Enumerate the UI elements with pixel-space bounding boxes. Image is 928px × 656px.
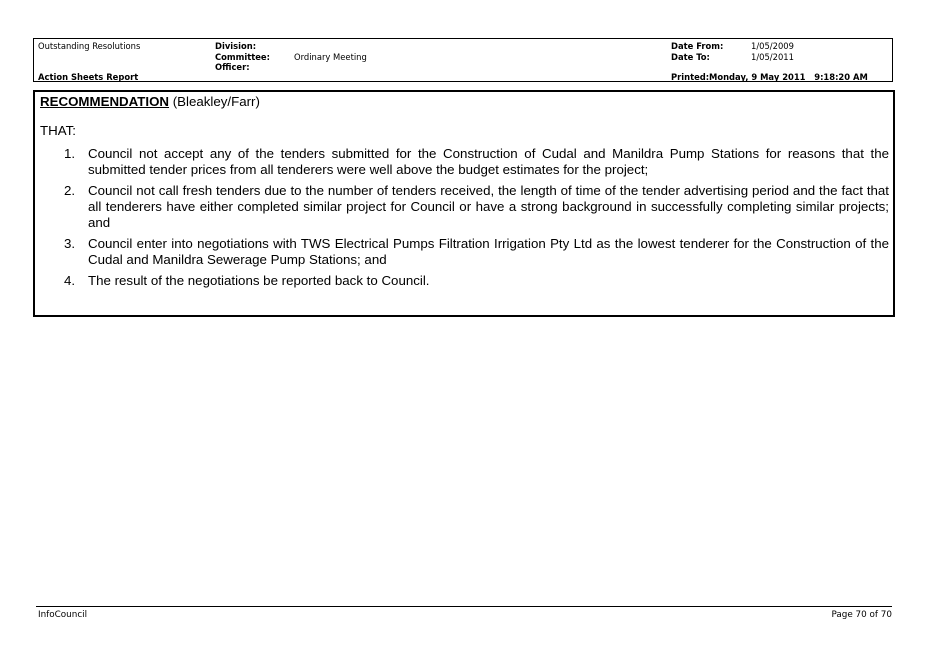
date-from-label: Date From: (671, 41, 724, 51)
item-text: Council not call fresh tenders due to the number of tenders received, the length of time of the tender advertising period and the fact that all tenderers have either completed similar project for Council or have a strong background in successfully completing similar projects; and (88, 183, 889, 230)
recommendation-box (33, 90, 895, 317)
item-text: Council not accept any of the tenders submitted for the Construction of Cudal and Manildra Pump Stations for reasons that the submitted tender prices from all tenderers were well above the budget estimates for the project; (88, 146, 889, 177)
recommendation-heading (40, 94, 260, 110)
footer-system: InfoCouncil (38, 610, 88, 620)
item-number: 3. (64, 236, 76, 251)
list-item (40, 273, 889, 289)
printed-value: Monday, 9 May 2011 9:18:20 AM (709, 72, 868, 82)
date-to-label: Date To: (671, 52, 710, 62)
recommendation-list (40, 146, 889, 294)
page-number: Page 70 of 70 (831, 610, 892, 620)
list-item (40, 183, 889, 231)
officer-label: Officer: (215, 62, 250, 72)
item-text: Council enter into negotiations with TWS Electrical Pumps Filtration Irrigation Pty Ltd as the lowest tenderer for the Construction of the Cudal and Manildra Sewerage Pump Stations; and (88, 236, 889, 267)
report-type: Outstanding Resolutions (38, 41, 141, 51)
list-item (40, 146, 889, 178)
printed-label: Printed: (671, 72, 710, 82)
item-number: 1. (64, 146, 76, 161)
report-header (33, 38, 893, 82)
item-number: 4. (64, 273, 76, 288)
recommendation-label: RECOMMENDATION (40, 94, 170, 109)
division-label: Division: (215, 41, 257, 51)
committee-value: Ordinary Meeting (294, 52, 367, 62)
date-from-value: 1/05/2009 (751, 41, 794, 51)
recommendation-intro: THAT: (40, 123, 76, 138)
report-name: Action Sheets Report (38, 72, 139, 82)
date-to-value: 1/05/2011 (751, 52, 794, 62)
committee-label: Committee: (215, 52, 270, 62)
footer-divider (36, 606, 892, 607)
item-number: 2. (64, 183, 76, 198)
recommendation-movers: (Bleakley/Farr) (172, 94, 260, 109)
list-item (40, 236, 889, 268)
item-text: The result of the negotiations be reported back to Council. (88, 273, 430, 288)
